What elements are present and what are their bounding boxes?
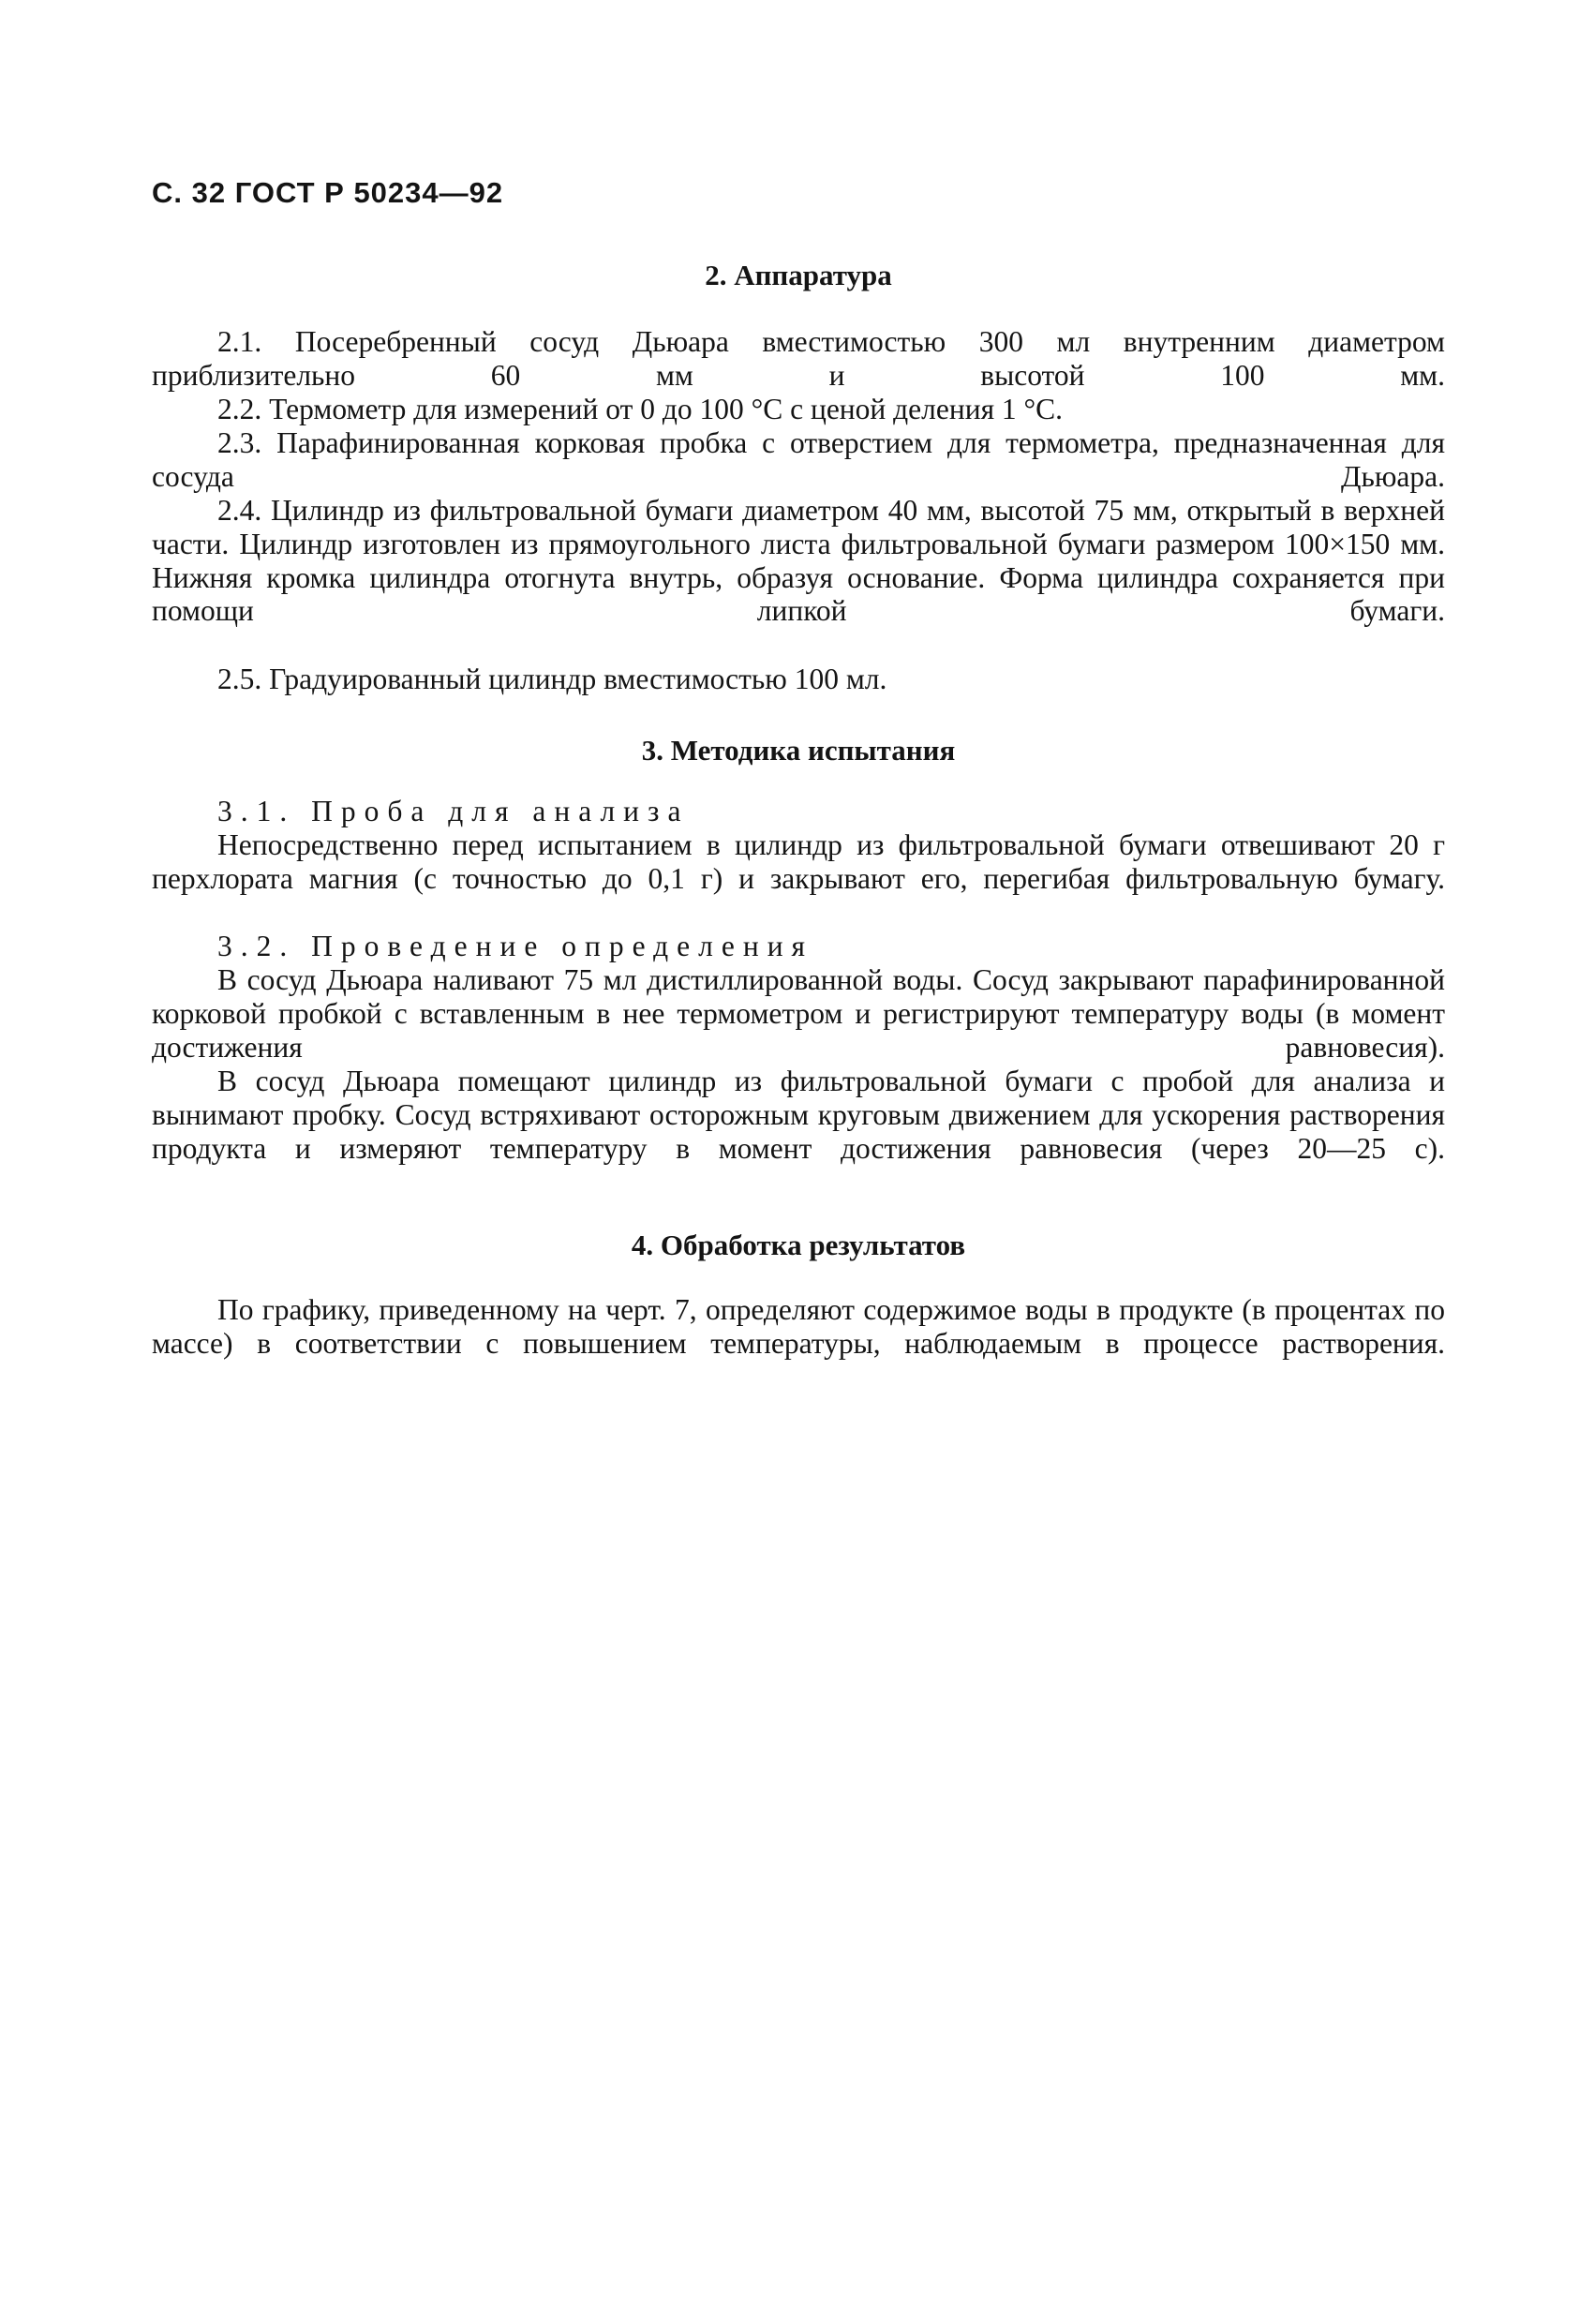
paragraph-4: По графику, приведенному на черт. 7, определяют содержимое воды в продукте (в процентах по массе) в соответствии с повышением температуры, наблюдаемым в процессе растворения. [152,1293,1445,1360]
paragraph-3-1: Непосредственно перед испытанием в цилиндр из фильтровальной бумаги отвешивают 20 г перхлората магния (с точностью до 0,1 г) и закрывают его, перегибая фильтровальную бумагу. [152,828,1445,895]
paragraph-3-2-a: В сосуд Дьюара наливают 75 мл дистиллированной воды. Сосуд закрывают парафинированной корковой пробкой с вставленным в нее термометром и регистрируют температуру воды (в момент достижения равновесия). [152,963,1445,1064]
subsection-heading-3-2: 3.2. Проведение определения [217,930,814,962]
section-heading-apparatus: 2. Аппаратура [705,259,892,291]
section-heading-results: 4. Обработка результатов [631,1229,966,1261]
paragraph-2-5: 2.5. Градуированный цилиндр вместимостью 100 мл. [217,663,887,695]
page-header: С. 32 ГОСТ Р 50234—92 [152,176,504,209]
subsection-heading-3-1: 3.1. Проба для анализа [217,795,690,827]
paragraph-2-2: 2.2. Термометр для измерений от 0 до 100 °С с ценой деления 1 °С. [217,393,1064,425]
paragraph-2-1: 2.1. Посеребренный сосуд Дьюара вместимостью 300 мл внутренним диаметром приблизительно 60 мм и высотой 100 мм. [152,325,1445,392]
paragraph-2-4: 2.4. Цилиндр из фильтровальной бумаги диаметром 40 мм, высотой 75 мм, открытый в верхней части. Цилиндр изготовлен из прямоугольного листа фильтровальной бумаги размером 100×150 мм. Нижняя кромка цилиндра отогнута внутрь, образуя основание. Форма цилиндра сохраняется при помощи липкой бумаги. [152,494,1445,628]
section-heading-method: 3. Методика испытания [641,734,956,767]
paragraph-3-2-b: В сосуд Дьюара помещают цилиндр из фильтровальной бумаги с пробой для анализа и вынимают пробку. Сосуд встряхивают осторожным круговым движением для ускорения растворения продукта и измеряют температуру в момент достижения равновесия (через 20—25 с). [152,1065,1445,1165]
paragraph-2-3: 2.3. Парафинированная корковая пробка с отверстием для термометра, предназначенная для сосуда Дьюара. [152,426,1445,493]
